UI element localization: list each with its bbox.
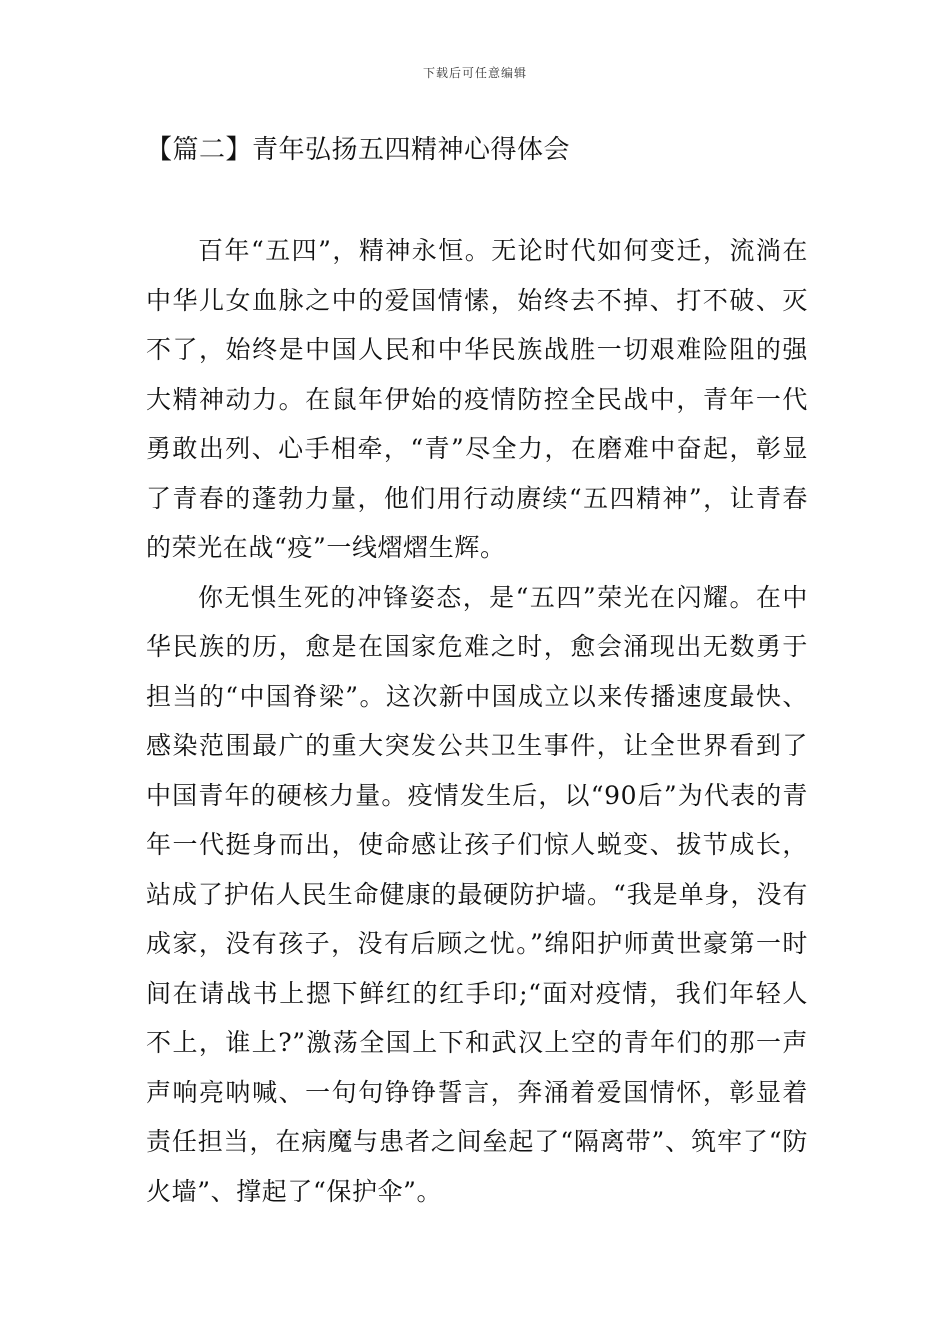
document-title: 【篇二】青年弘扬五四精神心得体会 [146,135,571,165]
paragraph-2: 你无惧生死的冲锋姿态，是“五四”荣光在闪耀。在中华民族的历，愈是在国家危难之时，愈会涌现出无数勇于担当的“中国脊梁”。这次新中国成立以来传播速度最快、感染范围最广的重大突发公共卫生事件，让全世界看到了中国青年的硬核力量。疫情发生后，以“90后”为代表的青年一代挺身而出，使命感让孩子们惊人蜕变、拔节成长，站成了护佑人民生命健康的最硬防护墙。“我是单身，没有成家，没有孩子，没有后顾之忧。”绵阳护师黄世豪第一时间在请战书上摁下鲜红的红手印;“面对疫情，我们年轻人不上，谁上?”激荡全国上下和武汉上空的青年们的那一声声响亮呐喊、一句句铮铮誓言，奔涌着爱国情怀，彰显着责任担当，在病魔与患者之间垒起了“隔离带”、筑牢了“防火墙”、撑起了“保护伞”。 [146,582,808,1206]
document-body [146,226,808,1216]
header-note: 下载后可任意编辑 [422,66,527,80]
paragraph-1: 百年“五四”，精神永恒。无论时代如何变迁，流淌在中华儿女血脉之中的爱国情愫，始终去不掉、打不破、灭不了，始终是中国人民和中华民族战胜一切艰难险阻的强大精神动力。在鼠年伊始的疫情防控全民战中，青年一代勇敢出列、心手相牵，“青”尽全力，在磨难中奋起，彰显了青春的蓬勃力量，他们用行动赓续“五四精神”，让青春的荣光在战“疫”一线熠熠生辉。 [146,236,808,562]
